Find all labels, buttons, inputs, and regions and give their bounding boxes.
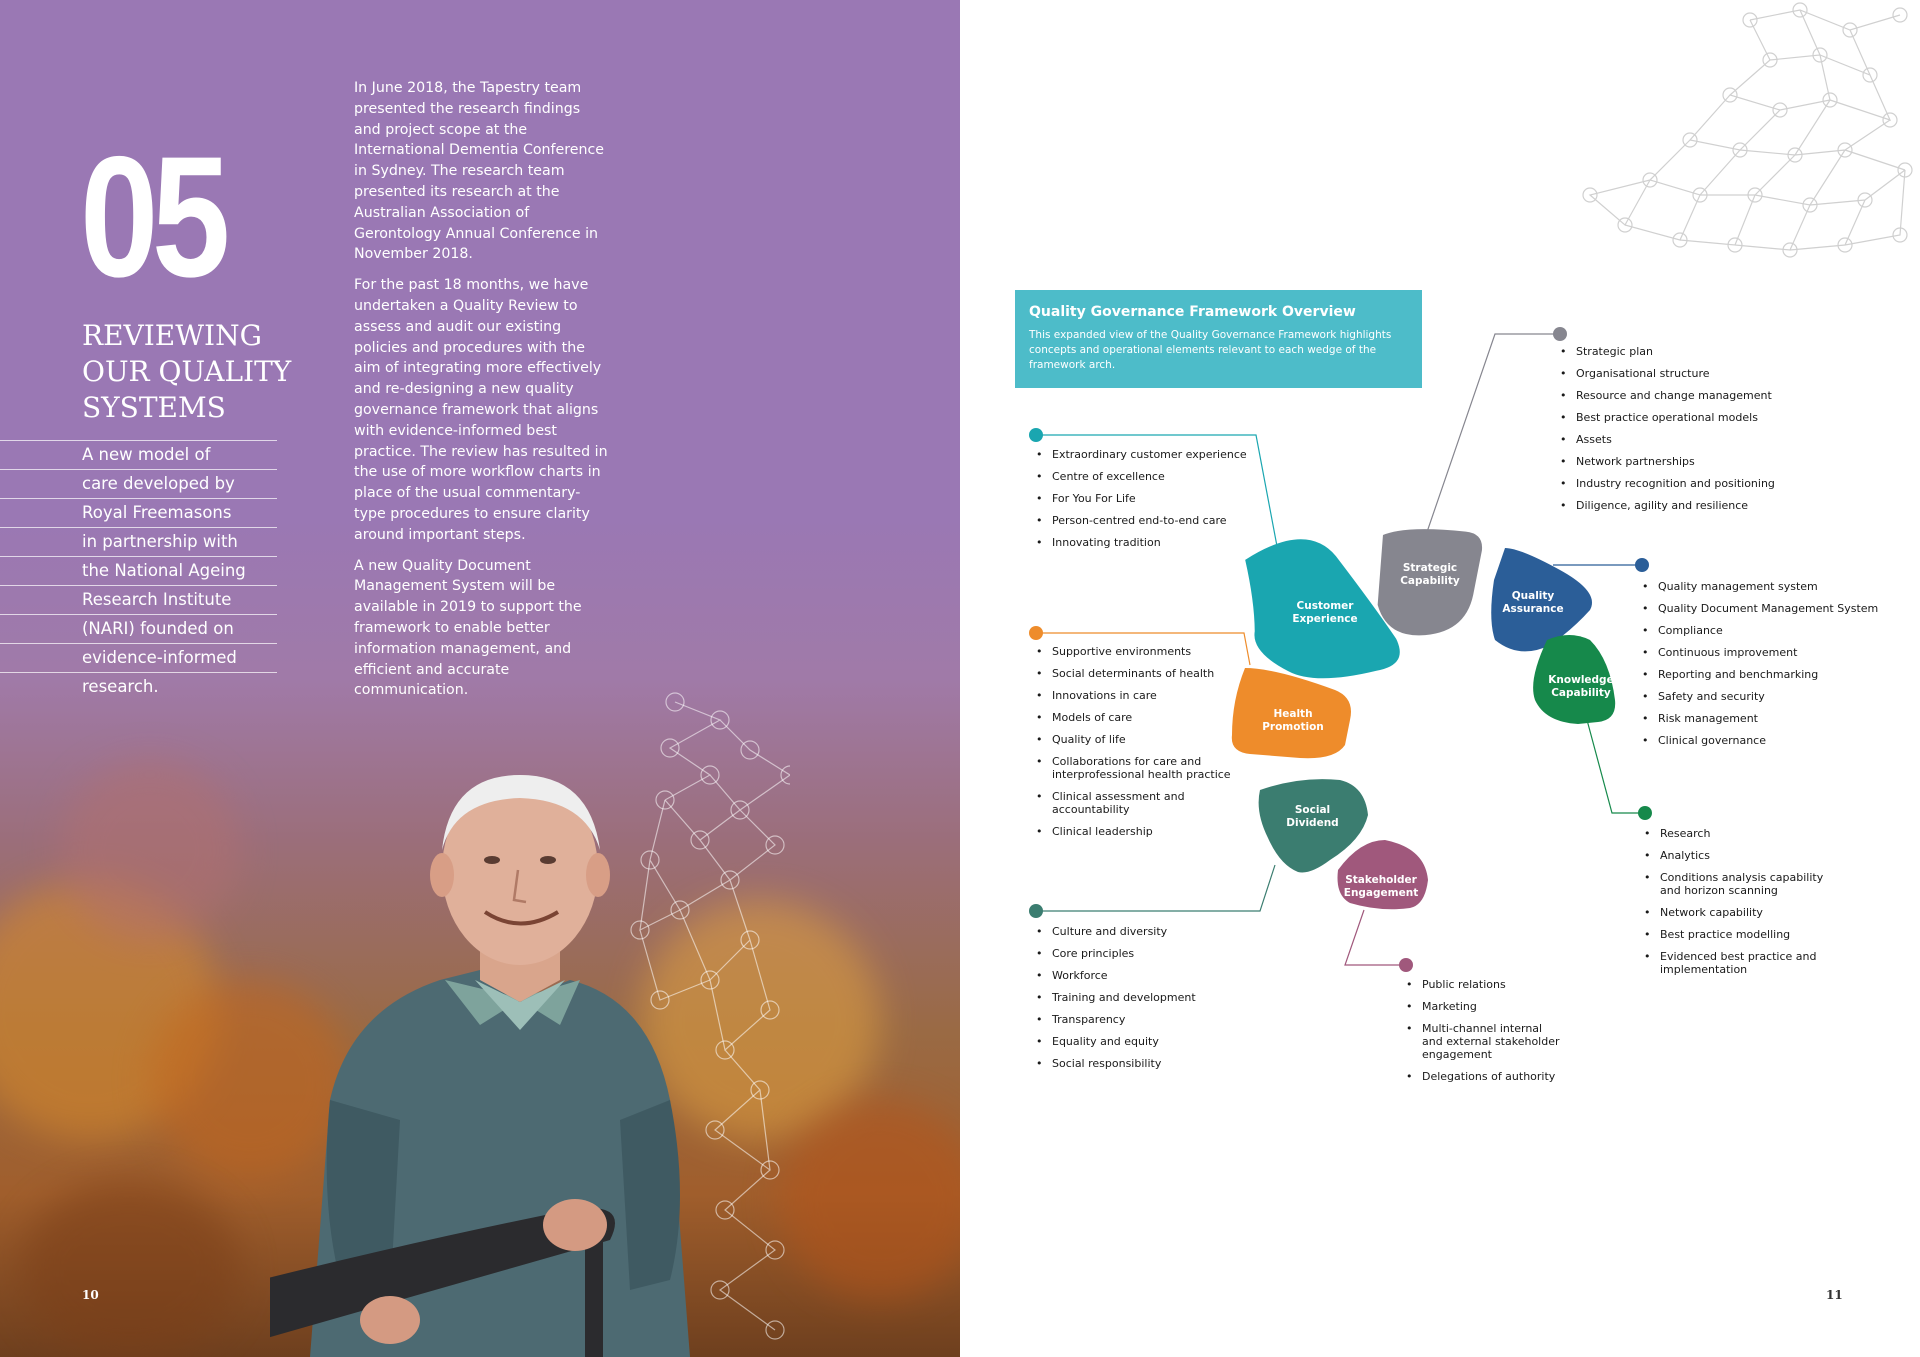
list-item: • Person-centred end-to-end care	[1034, 514, 1274, 527]
wedge-label-line: Capability	[1551, 687, 1611, 699]
connector-social	[1036, 865, 1275, 911]
list-item: • Quality of life	[1034, 733, 1234, 746]
body-paragraph: For the past 18 months, we have undertaken a Quality Review to assess and audit our existing policies and procedures with the aim of integrating more effectively and re-designing a new quality governance framework that aligns with evidence-informed best practice. The review has resulted in the use of more workflow charts in place of the usual commentary-type procedures to ensure clarity around important steps.	[354, 277, 608, 543]
bokeh-light	[20, 1180, 240, 1357]
list-item: • Models of care	[1034, 711, 1234, 724]
list-quality-assurance	[1640, 580, 1910, 756]
wedge-label-customer	[1280, 600, 1370, 626]
list-item: • Transparency	[1034, 1013, 1234, 1026]
intro-line: Research Institute	[0, 585, 277, 614]
list-item: • Clinical governance	[1640, 734, 1910, 747]
dot-knowledge	[1638, 806, 1652, 820]
wedge-label-quality	[1498, 590, 1568, 616]
list-item: • Social determinants of health	[1034, 667, 1234, 680]
intro-line: the National Ageing	[0, 556, 277, 585]
list-item: • Network partnerships	[1558, 455, 1858, 468]
list-item: • Evidenced best practice and implementation	[1642, 950, 1842, 976]
list-item: • Risk management	[1640, 712, 1910, 725]
list-item: • Innovations in care	[1034, 689, 1234, 702]
wedge-label-line: Quality	[1511, 590, 1555, 602]
wedge-label-line: Social	[1294, 804, 1331, 816]
list-item: • Clinical leadership	[1034, 825, 1234, 838]
wedge-label-line: Experience	[1292, 613, 1358, 625]
connector-knowledge	[1587, 720, 1643, 813]
list-item: • Continuous improvement	[1640, 646, 1910, 659]
list-item: • Resource and change management	[1558, 389, 1858, 402]
wedge-label-social	[1270, 804, 1355, 830]
list-item: • Equality and equity	[1034, 1035, 1234, 1048]
list-item: • Conditions analysis capability and horizon scanning	[1642, 871, 1842, 897]
list-item: • Analytics	[1642, 849, 1842, 862]
chapter-title-line: OUR QUALITY	[82, 355, 292, 388]
list-item: • Assets	[1558, 433, 1858, 446]
list-item: • Safety and security	[1640, 690, 1910, 703]
list-item: • Supportive environments	[1034, 645, 1234, 658]
list-item: • Quality Document Management System	[1640, 602, 1910, 615]
dot-customer	[1029, 428, 1043, 442]
list-item: • Research	[1642, 827, 1842, 840]
list-item: • Extraordinary customer experience	[1034, 448, 1274, 461]
list-item: • Core principles	[1034, 947, 1234, 960]
list-health-promotion	[1034, 645, 1234, 847]
wedge-label-knowledge	[1537, 674, 1625, 700]
list-item: • Industry recognition and positioning	[1558, 477, 1858, 490]
wedge-label-line: Promotion	[1262, 721, 1324, 733]
list-item: • Centre of excellence	[1034, 470, 1274, 483]
wedge-label-line: Strategic	[1402, 562, 1458, 574]
intro-line: research.	[0, 672, 277, 701]
chapter-number: 05	[80, 121, 224, 313]
intro-statement	[0, 440, 277, 701]
dot-stakeholder	[1399, 958, 1413, 972]
list-item: • Public relations	[1404, 978, 1564, 991]
wedge-label-strategic	[1385, 562, 1475, 588]
list-item: • Best practice operational models	[1558, 411, 1858, 424]
wedge-label-line: Customer	[1296, 600, 1354, 612]
body-text	[354, 78, 609, 711]
chapter-title	[82, 318, 302, 426]
list-item: • Clinical assessment and accountability	[1034, 790, 1234, 816]
list-item: • Innovating tradition	[1034, 536, 1274, 549]
dot-quality	[1635, 558, 1649, 572]
chapter-title-line: SYSTEMS	[82, 391, 226, 424]
wedge-label-line: Knowledge	[1548, 674, 1614, 686]
list-item: • Strategic plan	[1558, 345, 1858, 358]
wedge-label-stakeholder	[1335, 874, 1427, 900]
wedge-label-line: Stakeholder	[1345, 874, 1417, 886]
list-item: • Workforce	[1034, 969, 1234, 982]
list-item: • Marketing	[1404, 1000, 1564, 1013]
list-item: • Culture and diversity	[1034, 925, 1234, 938]
intro-line: care developed by	[0, 469, 277, 498]
list-item: • Social responsibility	[1034, 1057, 1234, 1070]
list-item: • Delegations of authority	[1404, 1070, 1564, 1083]
overview-description: This expanded view of the Quality Governance Framework highlights concepts and operational elements relevant to each wedge of the framework arch.	[1029, 329, 1392, 371]
elderly-man-photo	[270, 680, 790, 1357]
bokeh-light	[780, 1100, 960, 1300]
dot-health	[1029, 626, 1043, 640]
list-item: • Network capability	[1642, 906, 1842, 919]
list-item: • Multi-channel internal and external stakeholder engagement	[1404, 1022, 1564, 1061]
intro-line: in partnership with	[0, 527, 277, 556]
wedge-label-line: Capability	[1400, 575, 1460, 587]
connector-stakeholder	[1345, 910, 1404, 965]
list-item: • Reporting and benchmarking	[1640, 668, 1910, 681]
list-item: • Collaborations for care and interprofessional health practice	[1034, 755, 1234, 781]
list-item: • Diligence, agility and resilience	[1558, 499, 1858, 512]
intro-line: evidence-informed	[0, 643, 277, 672]
bokeh-light	[60, 760, 240, 940]
body-paragraph: In June 2018, the Tapestry team presented the research findings and project scope at the International Dementia Conference in Sydney. The research team presented its research at the Australian Association of Gerontology Annual Conference in November 2018.	[354, 80, 605, 263]
chapter-title-line: REVIEWING	[82, 319, 262, 352]
dot-strategic	[1553, 327, 1567, 341]
list-item: • For You For Life	[1034, 492, 1274, 505]
wedge-label-line: Engagement	[1343, 887, 1419, 899]
list-social-dividend	[1034, 925, 1234, 1079]
list-item: • Compliance	[1640, 624, 1910, 637]
list-item: • Organisational structure	[1558, 367, 1858, 380]
list-customer-experience	[1034, 448, 1274, 558]
wedge-label-line: Assurance	[1502, 603, 1564, 615]
intro-line: A new model of	[0, 440, 277, 469]
wedge-label-line: Dividend	[1286, 817, 1339, 829]
connector-strategic	[1427, 334, 1560, 532]
wedge-label-line: Health	[1273, 708, 1313, 720]
overview-title: Quality Governance Framework Overview	[1029, 304, 1356, 320]
wedge-label-health	[1248, 708, 1338, 734]
list-knowledge-capability	[1642, 827, 1842, 985]
list-item: • Quality management system	[1640, 580, 1910, 593]
body-paragraph: A new Quality Document Management System will be available in 2019 to support the framework to enable better information management, and efficient and accurate communication.	[354, 557, 582, 699]
page-number: 10	[82, 1288, 99, 1302]
list-item: • Best practice modelling	[1642, 928, 1842, 941]
page-number: 11	[1826, 1288, 1843, 1302]
intro-line: (NARI) founded on	[0, 614, 277, 643]
list-strategic-capability	[1558, 345, 1858, 521]
list-item: • Training and development	[1034, 991, 1234, 1004]
dot-social	[1029, 904, 1043, 918]
intro-line: Royal Freemasons	[0, 498, 277, 527]
list-stakeholder-engagement	[1404, 978, 1564, 1092]
